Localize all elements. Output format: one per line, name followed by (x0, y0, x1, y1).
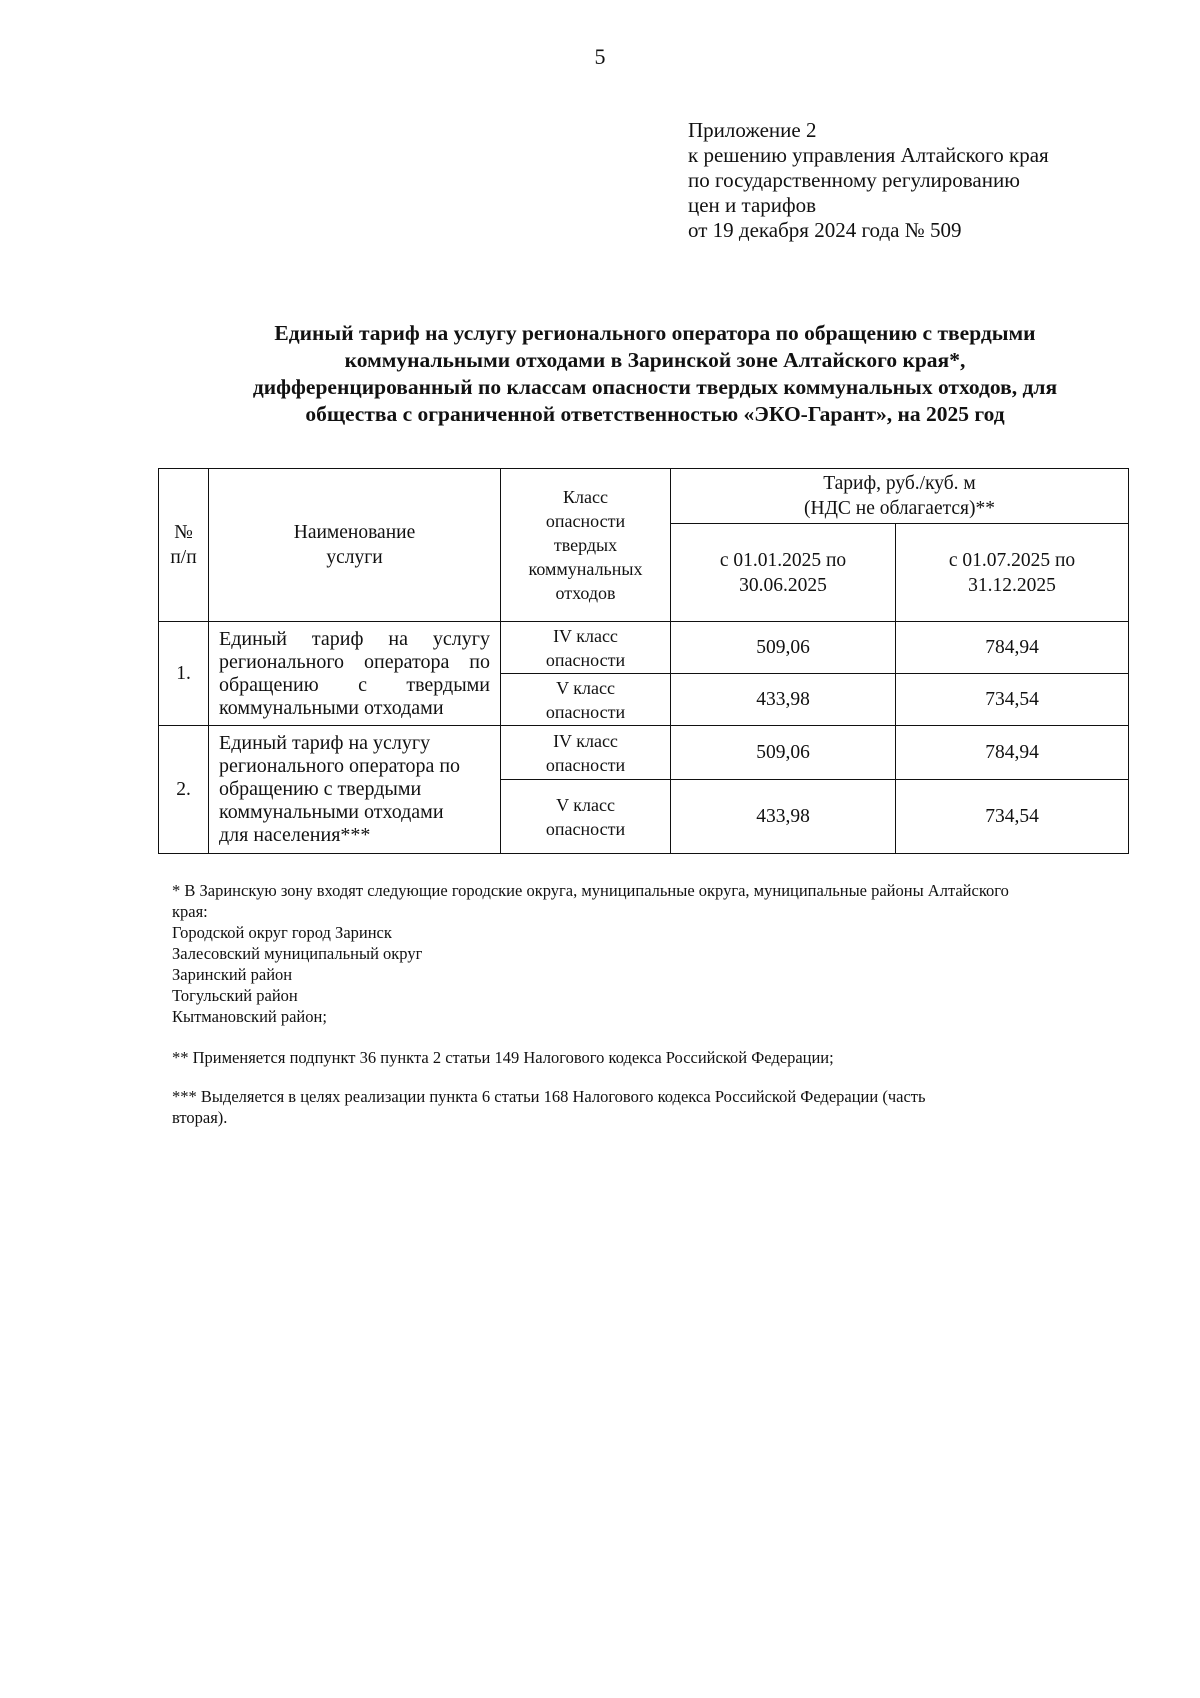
name-line: Единый тариф на услугу (219, 627, 490, 650)
appendix-line: к решению управления Алтайского края (688, 143, 1049, 167)
footnote-1-line: * В Заринскую зону входят следующие городские округа, муниципальные округа, муниципальные районы Алтайского (172, 881, 1009, 900)
zone-item: Заринский район (172, 965, 293, 984)
row-hazard-class (501, 726, 671, 780)
class-text: V класс (556, 794, 615, 815)
header-text: 30.06.2025 (739, 574, 827, 596)
header-text: (НДС не облагается)** (804, 498, 995, 519)
class-text: опасности (545, 701, 626, 722)
header-period-1 (671, 524, 896, 622)
zone-item: Залесовский муниципальный округ (172, 944, 423, 963)
name-line: обращению с твердыми (219, 778, 422, 800)
zone-item: Кытмановский район; (172, 1007, 327, 1026)
name-line: регионального оператора по (219, 755, 461, 777)
header-text: Наименование (293, 522, 416, 543)
zone-item: Тогульский район (172, 986, 298, 1005)
header-text: опасности (545, 511, 626, 531)
table-row (159, 726, 1129, 780)
header-hazard-class (501, 469, 671, 622)
header-text: коммунальных (528, 559, 643, 579)
class-text: опасности (545, 754, 626, 775)
footnote-3-line: *** Выделяется в целях реализации пункта 6 статьи 168 Налогового кодекса Российской Федерации (часть (172, 1087, 926, 1106)
row-service-name (209, 726, 501, 854)
header-period-2 (896, 524, 1129, 622)
table-header-row (159, 469, 1129, 524)
tariff-value-period-1: 433,98 (671, 674, 896, 726)
tariff-value-period-1: 509,06 (671, 622, 896, 674)
header-text: 31.12.2025 (968, 574, 1056, 596)
zone-item: Городской округ город Заринск (172, 923, 392, 942)
tariff-value-period-2: 784,94 (896, 726, 1129, 780)
name-line: регионального оператора по (219, 650, 490, 673)
name-line: обращению с твердыми (219, 673, 490, 696)
header-text: с 01.01.2025 по (719, 549, 847, 571)
appendix-line: цен и тарифов (688, 193, 817, 217)
class-text: IV класс (553, 730, 618, 751)
appendix-line: по государственному регулированию (688, 168, 1020, 192)
tariff-value-period-2: 784,94 (896, 622, 1129, 674)
header-text: Тариф, руб./куб. м (823, 473, 976, 494)
header-text: услуги (326, 547, 383, 568)
header-num (159, 469, 209, 622)
footnote-1-line: края: (172, 902, 208, 921)
row-hazard-class (501, 622, 671, 674)
title-line: Единый тариф на услугу регионального оператора по обращению с твердыми (274, 321, 1036, 345)
footnote-3-line: вторая). (172, 1108, 228, 1127)
footnotes (172, 880, 1122, 1128)
tariff-table (158, 468, 1129, 854)
tariff-value-period-1: 509,06 (671, 726, 896, 780)
appendix-line: Приложение 2 (688, 118, 817, 142)
class-text: опасности (545, 818, 626, 839)
title-line: коммунальными отходами в Заринской зоне Алтайского края*, (344, 348, 966, 372)
header-text: отходов (555, 583, 616, 603)
name-line: коммунальными отходами (219, 801, 444, 823)
title-line: общества с ограниченной ответственностью «ЭКО-Гарант», на 2025 год (305, 402, 1005, 426)
title-line: дифференцированный по классам опасности твердых коммунальных отходов, для (252, 375, 1058, 399)
class-text: опасности (545, 649, 626, 670)
row-hazard-class (501, 780, 671, 854)
name-line: Единый тариф на услугу (219, 732, 431, 754)
name-line: для населения*** (219, 824, 371, 846)
row-service-name (209, 622, 501, 726)
tariff-value-period-1: 433,98 (671, 780, 896, 854)
header-text: п/п (170, 547, 197, 568)
document-title (130, 320, 1180, 428)
page-number: 5 (594, 44, 606, 69)
row-hazard-class (501, 674, 671, 726)
appendix-block (688, 118, 1049, 243)
tariff-value-period-2: 734,54 (896, 780, 1129, 854)
header-service-name (209, 469, 501, 622)
table-row (159, 622, 1129, 674)
header-tariff (671, 469, 1129, 524)
name-line: коммунальными отходами (219, 696, 444, 719)
class-text: IV класс (553, 625, 618, 646)
appendix-line: от 19 декабря 2024 года № 509 (688, 218, 962, 242)
footnote-2: ** Применяется подпункт 36 пункта 2 статьи 149 Налогового кодекса Российской Федерации; (172, 1048, 834, 1067)
class-text: V класс (556, 677, 615, 698)
row-num: 2. (159, 726, 209, 854)
header-text: с 01.07.2025 по (948, 549, 1076, 571)
tariff-value-period-2: 734,54 (896, 674, 1129, 726)
header-text: Класс (563, 487, 608, 507)
header-text: твердых (553, 535, 618, 555)
row-num: 1. (159, 622, 209, 726)
header-text: № (174, 522, 193, 543)
